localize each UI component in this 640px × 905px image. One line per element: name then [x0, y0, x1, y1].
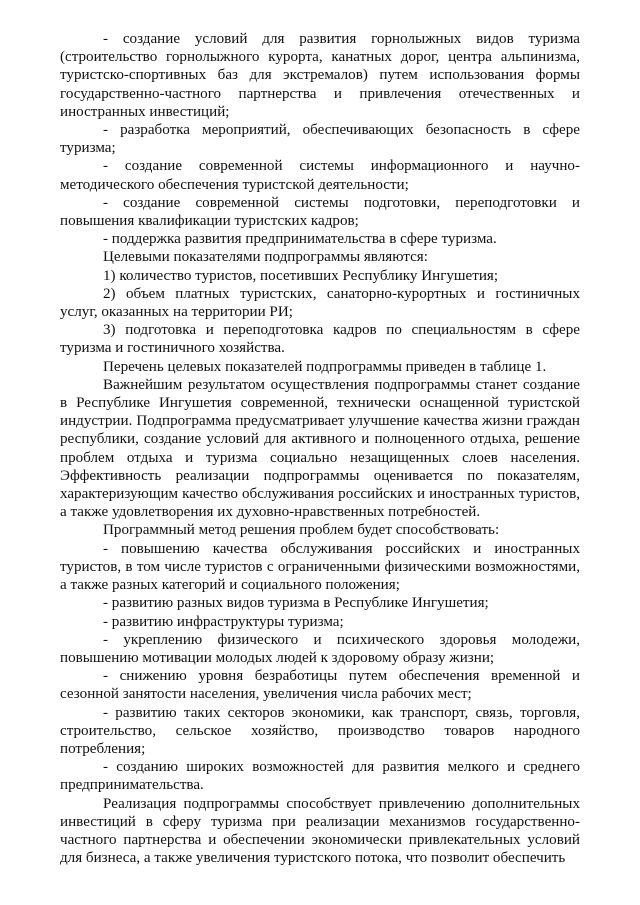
paragraph: - снижению уровня безработицы путем обеспечения временной и сезонной занятости населения, увеличения числа рабочих мест;	[60, 668, 580, 703]
paragraph: Программный метод решения проблем будет способствовать:	[103, 522, 500, 539]
paragraph: - создание условий для развития горнолыжных видов туризма (строительство горнолыжного курорта, канатных дорог, центра альпинизма, туристско-спортивных баз для экстремалов) путем использования формы государственно-частного партнерства и привлечения отечественных и иностранных инвестиций;	[60, 31, 580, 120]
paragraph: Целевыми показателями подпрограммы являются:	[103, 249, 428, 266]
paragraph: - разработка мероприятий, обеспечивающих безопасность в сфере туризма;	[60, 122, 580, 157]
paragraph: - развитию инфраструктуры туризма;	[103, 613, 344, 630]
paragraph: - созданию широких возможностей для развития мелкого и среднего предпринимательства.	[60, 759, 580, 794]
paragraph: - повышению качества обслуживания российских и иностранных туристов, в том числе туристов с ограниченными физическими возможностями, а также разных категорий и социального положения;	[60, 540, 580, 594]
paragraph: - поддержка развития предпринимательства в сфере туризма.	[103, 231, 497, 248]
paragraph: - укреплению физического и психического здоровья молодежи, повышению мотивации молодых людей к здоровому образу жизни;	[60, 631, 580, 666]
paragraph: - создание современной системы подготовки, переподготовки и повышения квалификации туристских кадров;	[60, 194, 580, 230]
paragraph: 2) объем платных туристских, санаторно-курортных и гостиничных услуг, оказанных на территории РИ;	[60, 285, 580, 321]
paragraph: 1) количество туристов, посетивших Республику Ингушетия;	[103, 267, 499, 284]
paragraph: - создание современной системы информационного и научно-методического обеспечения туристской деятельности;	[60, 158, 580, 193]
document-page	[60, 30, 580, 867]
paragraph: - развитию разных видов туризма в Республике Ингушетия;	[103, 595, 489, 612]
paragraph: Реализация подпрограммы способствует привлечению дополнительных инвестиций в сферу туризма при реализации механизмов государственно-частного партнерства и обеспечении экономически привлекательных условий для бизнеса, а также увеличения туристского потока, что позволит обеспечить	[60, 795, 580, 867]
paragraph: 3) подготовка и переподготовка кадров по специальностям в сфере туризма и гостиничного хозяйства.	[60, 322, 580, 357]
paragraph: Важнейшим результатом осуществления подпрограммы станет создание в Республике Ингушетия современной, технически оснащенной туристской индустрии. Подпрограмма предусматривает улучшение качества жизни граждан республики, создание условий для активного и полноценного отдыха, решение проблем отдыха и туризма социально незащищенных слоев населения. Эффективность реализации подпрограммы оценивается по показателям, характеризующим качество обслуживания российских и иностранных туристов, а также удовлетворения их духовно-нравственных потребностей.	[60, 376, 580, 521]
paragraph: - развитию таких секторов экономики, как транспорт, связь, торговля, строительство, сельское хозяйство, производство товаров народного потребления;	[60, 704, 580, 757]
paragraph: Перечень целевых показателей подпрограммы приведен в таблице 1.	[103, 358, 547, 375]
